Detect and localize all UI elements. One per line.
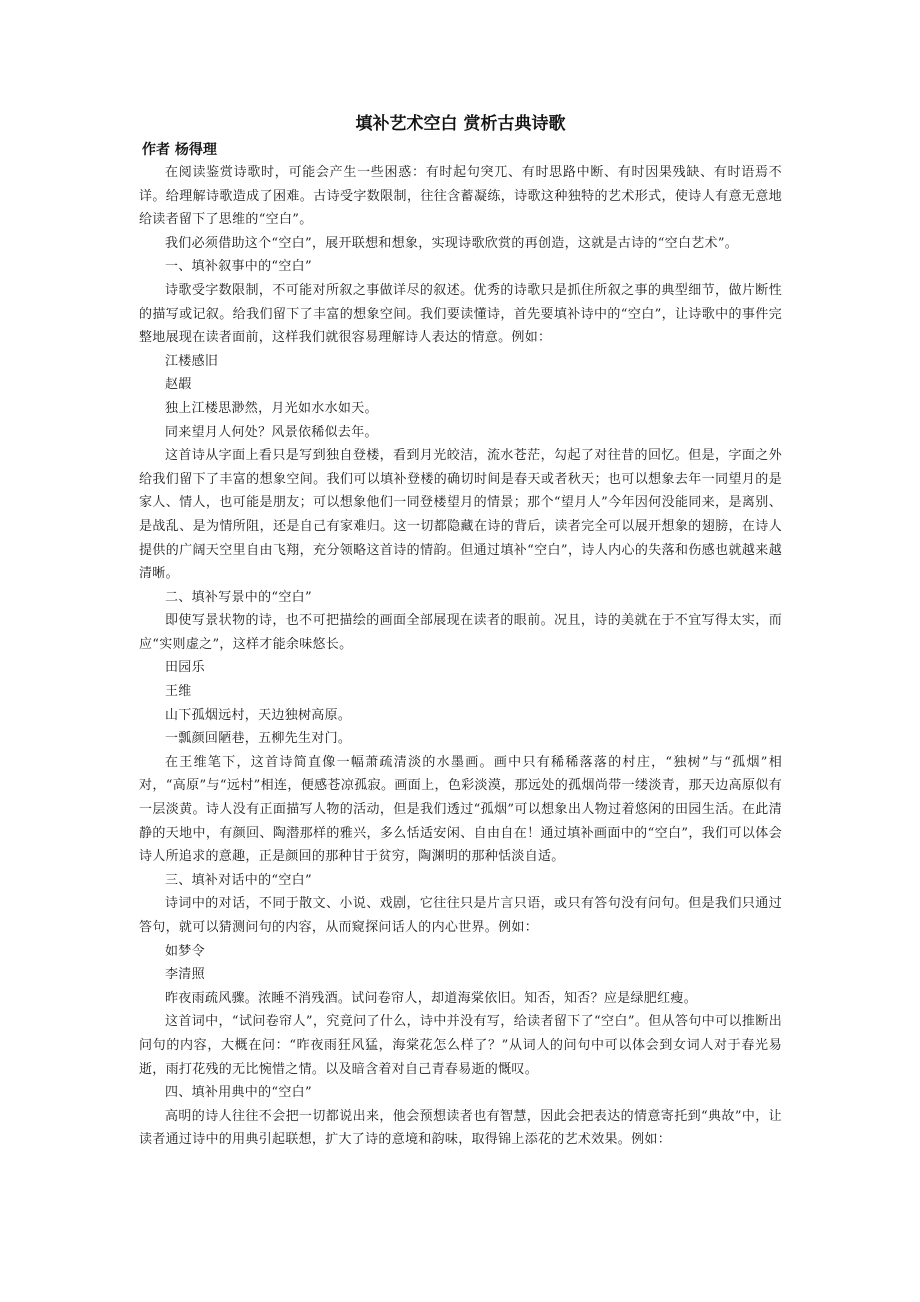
- paragraph: 诗歌受字数限制，不可能对所叙之事做详尽的叙述。优秀的诗歌只是抓住所叙之事的典型细节，做片断性的描写或记叙。给我们留下了丰富的想象空间。我们要读懂诗，首先要填补诗中的“空白”，让诗歌中的事件完整地展现在读者面前，这样我们就很容易理解诗人表达的情意。例如：: [139, 282, 782, 346]
- poem-title: 如梦令: [165, 943, 205, 959]
- document-page: [139, 104, 782, 1152]
- poem-line: 山下孤烟远村，天边独树高原。: [165, 707, 352, 723]
- document-title: 填补艺术空白 赏析古典诗歌: [355, 114, 566, 134]
- poem-author: 王维: [165, 684, 192, 700]
- poem-line: 昨夜雨疏风骤。浓睡不消残酒。试问卷帘人，却道海棠依旧。知否，知否？应是绿肥红瘦。: [165, 990, 698, 1006]
- paragraph: 这首诗从字面上看只是写到独自登楼，看到月光皎洁，流水苍茫，勾起了对往昔的回忆。但是，字面之外给我们留下了丰富的想象空间。我们可以填补登楼的确切时间是春天或者秋天；也可以想象去年一同望月的是家人、情人，也可能是朋友；可以想象他们一同登楼望月的情景；那个“望月人”今年因何没能同来，是离别、是战乱、是为情所阻，还是自己有家难归。这一切都隐藏在诗的背后，读者完全可以展开想象的翅膀，在诗人提供的广阔天空里自由飞翔，充分领略这首诗的情韵。但通过填补“空白”，诗人内心的失落和伤感也就越来越清晰。: [139, 448, 782, 582]
- section-heading: 一、填补叙事中的“空白”: [165, 259, 312, 275]
- paragraph: 诗词中的对话，不同于散文、小说、戏剧，它往往只是片言只语，或只有答句没有问句。但是我们只通过答句，就可以猜测问句的内容，从而窥探问话人的内心世界。例如：: [139, 896, 782, 935]
- section-heading: 四、填补用典中的“空白”: [165, 1085, 312, 1101]
- section-heading: 二、填补写景中的“空白”: [165, 589, 312, 605]
- poem-author: 李清照: [165, 967, 205, 983]
- author-line: 作者 杨得理: [142, 142, 217, 158]
- poem-author: 赵嘏: [165, 377, 192, 393]
- paragraph: 我们必须借助这个“空白”，展开联想和想象，实现诗歌欣赏的再创造，这就是古诗的“空白艺术”。: [165, 235, 739, 251]
- document-body: [139, 161, 782, 1152]
- paragraph: 在王维笔下，这首诗简直像一幅萧疏清淡的水墨画。画中只有稀稀落落的村庄，“独树”与“孤烟”相对，“高原”与“远村”相连，便感苍凉孤寂。画面上，色彩淡漠，那远处的孤烟尚带一缕淡青，那天边高原似有一层淡黄。诗人没有正面描写人物的活动，但是我们透过“孤烟”可以想象出人物过着悠闲的田园生活。在此清静的天地中，有颜回、陶潜那样的雅兴，多么恬适安闲、自由自在！通过填补画面中的“空白”，我们可以体会诗人所追求的意趣，正是颜回的那种甘于贫穷，陶渊明的那种恬淡自适。: [139, 754, 782, 865]
- section-heading: 三、填补对话中的“空白”: [165, 872, 312, 888]
- paragraph: 即使写景状物的诗，也不可把描绘的画面全部展现在读者的眼前。况且，诗的美就在于不宜写得太实，而应“实则虚之”，这样才能余味悠长。: [139, 613, 782, 652]
- paragraph: 高明的诗人往往不会把一切都说出来，他会预想读者也有智慧，因此会把表达的情意寄托到“典故”中，让读者通过诗中的用典引起联想，扩大了诗的意境和韵味，取得锦上添花的艺术效果。例如：: [139, 1108, 782, 1148]
- poem-title: 田园乐: [165, 660, 205, 676]
- poem-line: 一瓢颜回陋巷，五柳先生对门。: [165, 731, 352, 747]
- paragraph: 在阅读鉴赏诗歌时，可能会产生一些困惑：有时起句突兀、有时思路中断、有时因果残缺、有时语焉不详。给理解诗歌造成了困难。古诗受字数限制，往往含蓄凝练，诗歌这种独特的艺术形式，使诗人有意无意地给读者留下了思维的“空白”。: [139, 165, 782, 228]
- poem-line: 独上江楼思渺然，月光如水水如天。: [165, 400, 378, 416]
- paragraph: 这首词中，“试问卷帘人”，究竟问了什么，诗中并没有写，给读者留下了“空白”。但从答句中可以推断出问句的内容，大概在问：“昨夜雨狂风猛，海棠花怎么样了？”从词人的问句中可以体会到女词人对于春光易逝，雨打花残的无比惋惜之情。以及暗含着对自己青春易逝的慨叹。: [139, 1014, 782, 1077]
- poem-title: 江楼感旧: [165, 353, 219, 369]
- poem-line: 同来望月人何处？风景依稀似去年。: [165, 424, 378, 440]
